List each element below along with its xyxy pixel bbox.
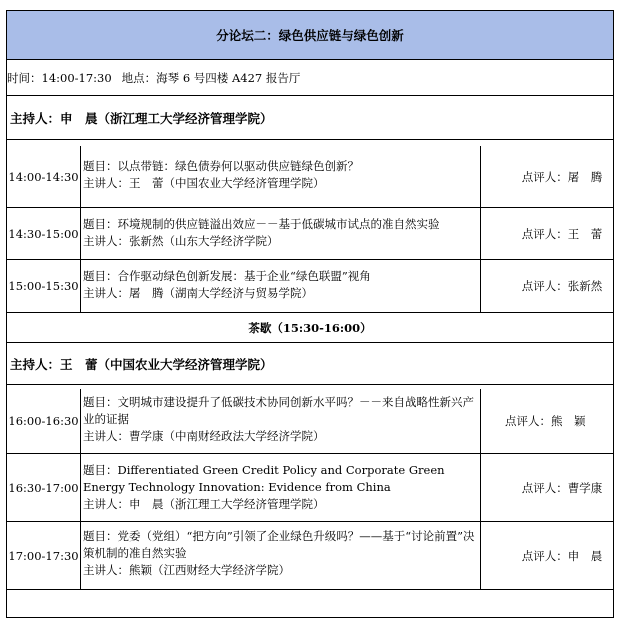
session-row	[6, 146, 614, 208]
session-reviewer: 点评人：熊 颖	[505, 414, 586, 428]
time-place-row	[6, 60, 614, 96]
session-speaker: 主讲人：曹学康（中南财经政法大学经济学院）	[83, 429, 325, 443]
session-row	[6, 454, 614, 522]
session-reviewer: 点评人：张新然	[521, 279, 603, 293]
host-row-2: 主持人：王 蕾（中国农业大学经济管理学院）	[6, 343, 614, 385]
session-speaker: 主讲人：屠 腾（湖南大学经济与贸易学院）	[83, 286, 313, 300]
tea-break-time: （15:30-16:00）	[271, 320, 372, 335]
place-label: 地点：	[121, 70, 157, 85]
session-topic-cell	[81, 146, 481, 207]
tea-break-label: 茶歇	[248, 320, 272, 335]
session-topic-cell	[81, 454, 481, 521]
session-reviewer: 点评人：申 晨	[521, 548, 603, 563]
place-value: 海琴 6 号四楼 A427 报告厅	[156, 70, 301, 85]
session-row	[6, 522, 614, 590]
session-topic-cell	[81, 208, 481, 259]
session-time: 16:00-16:30	[7, 389, 81, 453]
session-reviewer: 点评人：王 蕾	[521, 226, 603, 241]
forum-title: 分论坛二：绿色供应链与绿色创新	[6, 10, 614, 60]
session-time: 16:30-17:00	[7, 454, 81, 521]
session-row	[6, 260, 614, 313]
session-time: 17:00-17:30	[7, 522, 81, 589]
session-topic-cell	[81, 389, 481, 453]
session-speaker: 主讲人：张新然（山东大学经济学院）	[83, 234, 279, 248]
session-time: 15:00-15:30	[7, 260, 81, 312]
session-topic: 题目：环境规制的供应链溢出效应－－基于低碳城市试点的准自然实验	[83, 217, 440, 231]
session-topic-cell	[81, 260, 481, 312]
session-time: 14:00-14:30	[7, 146, 81, 207]
session-reviewer: 点评人：屠 腾	[521, 169, 603, 184]
session-topic: 题目：Differentiated Green Credit Policy and Corporate Green Energy Technology Innovation: Evidence from China	[83, 463, 445, 494]
session-speaker: 主讲人：王 蕾（中国农业大学经济管理学院）	[83, 176, 325, 190]
tea-break-row	[6, 313, 614, 343]
session-time: 14:30-15:00	[7, 208, 81, 259]
time-value: 14:00-17:30	[41, 70, 112, 85]
session-speaker: 主讲人：申 晨（浙江理工大学经济管理学院）	[83, 497, 325, 511]
session-topic: 题目：合作驱动绿色创新发展：基于企业“绿色联盟”视角	[83, 269, 371, 283]
session-row	[6, 389, 614, 454]
session-topic: 题目：党委（党组）“把方向”引领了企业绿色升级吗？——基于“讨论前置”决策机制的准自然实验	[83, 529, 475, 560]
host-row-1: 主持人：申 晨（浙江理工大学经济管理学院）	[6, 96, 614, 140]
session-topic-cell	[81, 522, 481, 589]
session-topic: 题目：文明城市建设提升了低碳技术协同创新水平吗？－－来自战略性新兴产业的证据	[83, 395, 474, 426]
session-topic: 题目：以点带链：绿色债券何以驱动供应链绿色创新？	[83, 159, 359, 173]
empty-row	[6, 590, 614, 618]
time-label: 时间：	[7, 70, 42, 85]
session-speaker: 主讲人：熊颖（江西财经大学经济学院）	[83, 563, 290, 577]
session-reviewer: 点评人：曹学康	[521, 480, 603, 495]
session-row	[6, 208, 614, 260]
